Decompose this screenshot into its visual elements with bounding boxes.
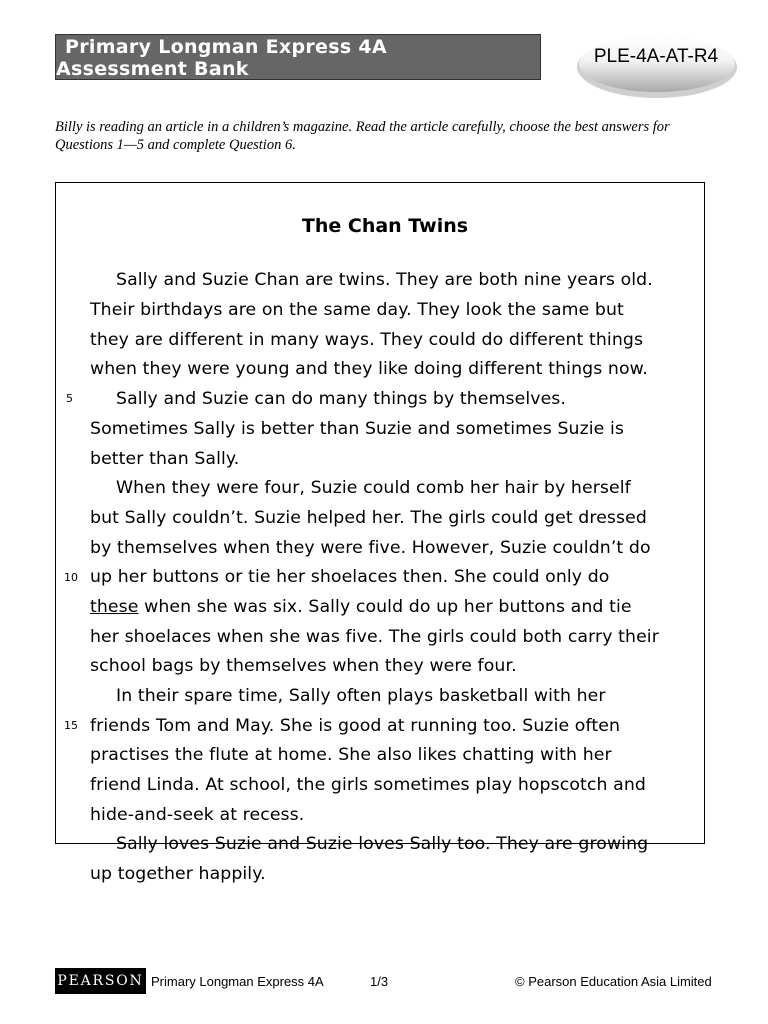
passage-line: practises the flute at home. She also likes chatting with her — [90, 745, 612, 765]
passage-line: up her buttons or tie her shoelaces then. She could only do — [90, 567, 610, 587]
passage-line: her shoelaces when she was five. The girls could both carry their — [90, 627, 659, 647]
passage-line: up together happily. — [90, 864, 266, 884]
instructions-line1: Billy is reading an article in a children’s magazine. Read the article carefully, choose the best answers for — [55, 119, 670, 135]
passage-line: school bags by themselves when they were four. — [90, 656, 517, 676]
passage-line: Their birthdays are on the same day. They look the same but — [90, 300, 624, 320]
passage-line: Sally and Suzie can do many things by themselves. — [116, 389, 567, 409]
assessment-code: PLE-4A-AT-R4 — [593, 46, 719, 67]
underlined-word: these — [90, 597, 139, 617]
footer-copyright: © Pearson Education Asia Limited — [515, 974, 712, 989]
line-number: 10 — [64, 571, 78, 584]
line-number: 15 — [64, 719, 78, 732]
passage-line: friends Tom and May. She is good at running too. Suzie often — [90, 716, 621, 736]
passage-line: better than Sally. — [90, 449, 240, 469]
header-title-line1: Primary Longman Express 4A — [65, 36, 387, 58]
instructions-line2: Questions 1—5 and complete Question 6. — [55, 137, 296, 153]
passage-line: When they were four, Suzie could comb her hair by herself — [116, 478, 631, 498]
header-title-bar — [55, 34, 541, 80]
header-title-line2: Assessment Bank — [56, 58, 249, 80]
passage-line: but Sally couldn’t. Suzie helped her. The girls could get dressed — [90, 508, 647, 528]
passage-line: they are different in many ways. They could do different things — [90, 330, 644, 350]
passage-line: In their spare time, Sally often plays basketball with her — [116, 686, 606, 706]
passage-line: Sally and Suzie Chan are twins. They are both nine years old. — [116, 270, 653, 290]
passage-title: The Chan Twins — [301, 215, 469, 237]
passage-line: Sally loves Suzie and Suzie loves Sally too. They are growing — [116, 834, 649, 854]
line-number: 5 — [66, 392, 73, 405]
footer-page-number: 1/3 — [370, 974, 389, 989]
passage-line: friend Linda. At school, the girls sometimes play hopscotch and — [90, 775, 646, 795]
passage-line: Sometimes Sally is better than Suzie and sometimes Suzie is — [90, 419, 625, 439]
instructions — [55, 118, 725, 154]
footer-book-title: Primary Longman Express 4A — [151, 974, 324, 989]
code-badge — [577, 33, 739, 99]
passage-line-rest: when she was six. Sally could do up her buttons and tie — [138, 597, 632, 617]
passage-line: hide-and-seek at recess. — [90, 805, 305, 825]
passage-line — [90, 597, 632, 617]
pearson-logo: PEARSON — [55, 968, 146, 994]
passage-line: by themselves when they were five. However, Suzie couldn’t do — [90, 538, 651, 558]
passage-line: when they were young and they like doing different things now. — [90, 359, 648, 379]
